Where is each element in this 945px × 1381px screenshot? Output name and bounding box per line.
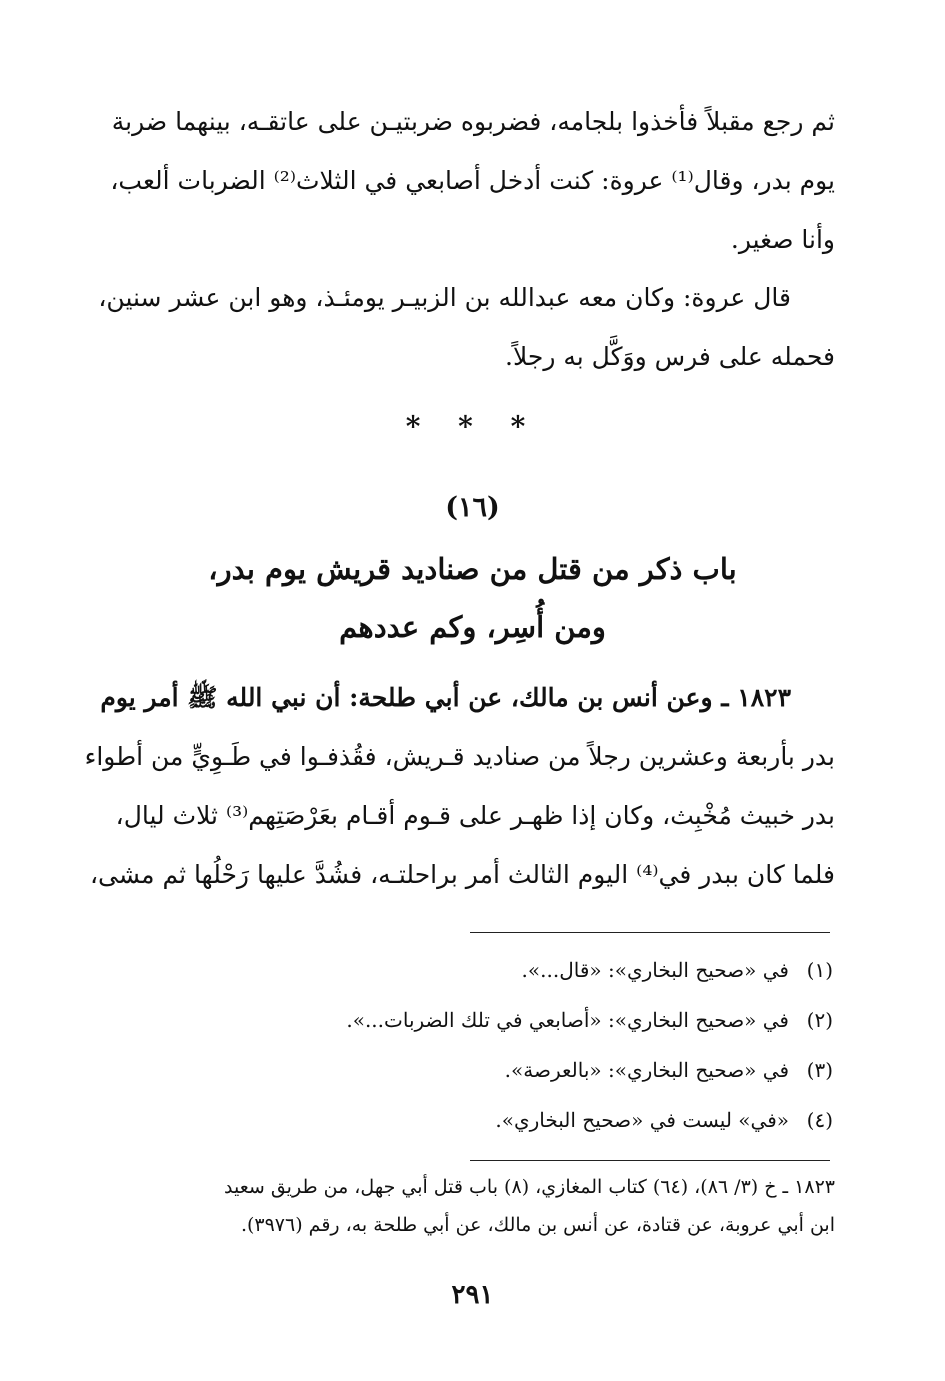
urwa-paragraph xyxy=(98,268,835,386)
page-number: ٢٩١ xyxy=(451,1280,494,1310)
text-line: فلما كان ببدر في⁽⁴⁾ اليوم الثالث أمر براحلتـه، فشُدَّ عليها رَحْلُها ثم مشى، xyxy=(89,860,835,889)
text-line: ثم رجع مقبلاً فأخذوا بلجامه، فضربوه ضربتيـن على عاتقـه، بينهما ضربة xyxy=(111,107,835,136)
footnote xyxy=(346,1005,833,1035)
footnote-text: «في» ليست في «صحيح البخاري». xyxy=(495,1108,789,1132)
footnote-text: في «صحيح البخاري»: «قال...». xyxy=(521,958,789,982)
text-line: بدر بأربعة وعشرين رجلاً من صناديد قـريش، فقُذفـوا في طَـوِيٍّ من أطواء xyxy=(84,742,835,771)
source-line: ابن أبي عروبة، عن قتادة، عن أنس بن مالك، عن أبي طلحة به، رقم (٣٩٧٦). xyxy=(240,1214,835,1236)
text-line: ١٨٢٣ ـ وعن أنس بن مالك، عن أبي طلحة: أن نبي الله ﷺ أمر يوم xyxy=(100,683,791,712)
footnote xyxy=(495,1105,833,1135)
source-note xyxy=(115,1168,835,1244)
chapter-title-line2: ومن أُسِر، وكم عددهم xyxy=(339,610,606,644)
footnote xyxy=(522,955,833,985)
text-line: بدر خبيث مُخْبِث، وكان إذا ظهـر على قـوم أقـام بعَرْصَتِهم⁽³⁾ ثلاث ليال، xyxy=(115,801,835,830)
chapter-number: (١٦) xyxy=(445,492,500,523)
text-line: وأنا صغير. xyxy=(730,225,835,254)
footnote-text: في «صحيح البخاري»: «أصابعي في تلك الضربات...». xyxy=(346,1008,789,1032)
text-line: فحمله على فرس ووَكَّل به رجلاً. xyxy=(505,342,835,371)
footnote-number: (٢) xyxy=(806,1008,833,1032)
footnote xyxy=(505,1055,833,1085)
footnote-text: في «صحيح البخاري»: «بالعرصة». xyxy=(504,1058,789,1082)
text-line: قال عروة: وكان معه عبدالله بن الزبيـر يومئـذ، وهو ابن عشر سنين، xyxy=(98,283,791,312)
intro-paragraph xyxy=(110,92,835,269)
text-line: يوم بدر، وقال⁽¹⁾ عروة: كنت أدخل أصابعي في الثلاث⁽²⁾ الضربات ألعب، xyxy=(110,166,835,195)
source-divider xyxy=(470,1160,830,1161)
footnote-number: (٤) xyxy=(806,1108,833,1132)
footnote-number: (١) xyxy=(806,958,833,982)
source-line: ١٨٢٣ ـ خ (٣/ ٨٦)، (٦٤) كتاب المغازي، (٨) باب قتل أبي جهل، من طريق سعيد xyxy=(224,1176,835,1198)
footnote-divider xyxy=(470,932,830,933)
section-separator: * * * xyxy=(405,410,540,443)
footnote-number: (٣) xyxy=(806,1058,833,1082)
hadith-paragraph xyxy=(84,668,835,904)
chapter-title-line1: باب ذكر من قتل من صناديد قريش يوم بدر، xyxy=(208,552,737,586)
